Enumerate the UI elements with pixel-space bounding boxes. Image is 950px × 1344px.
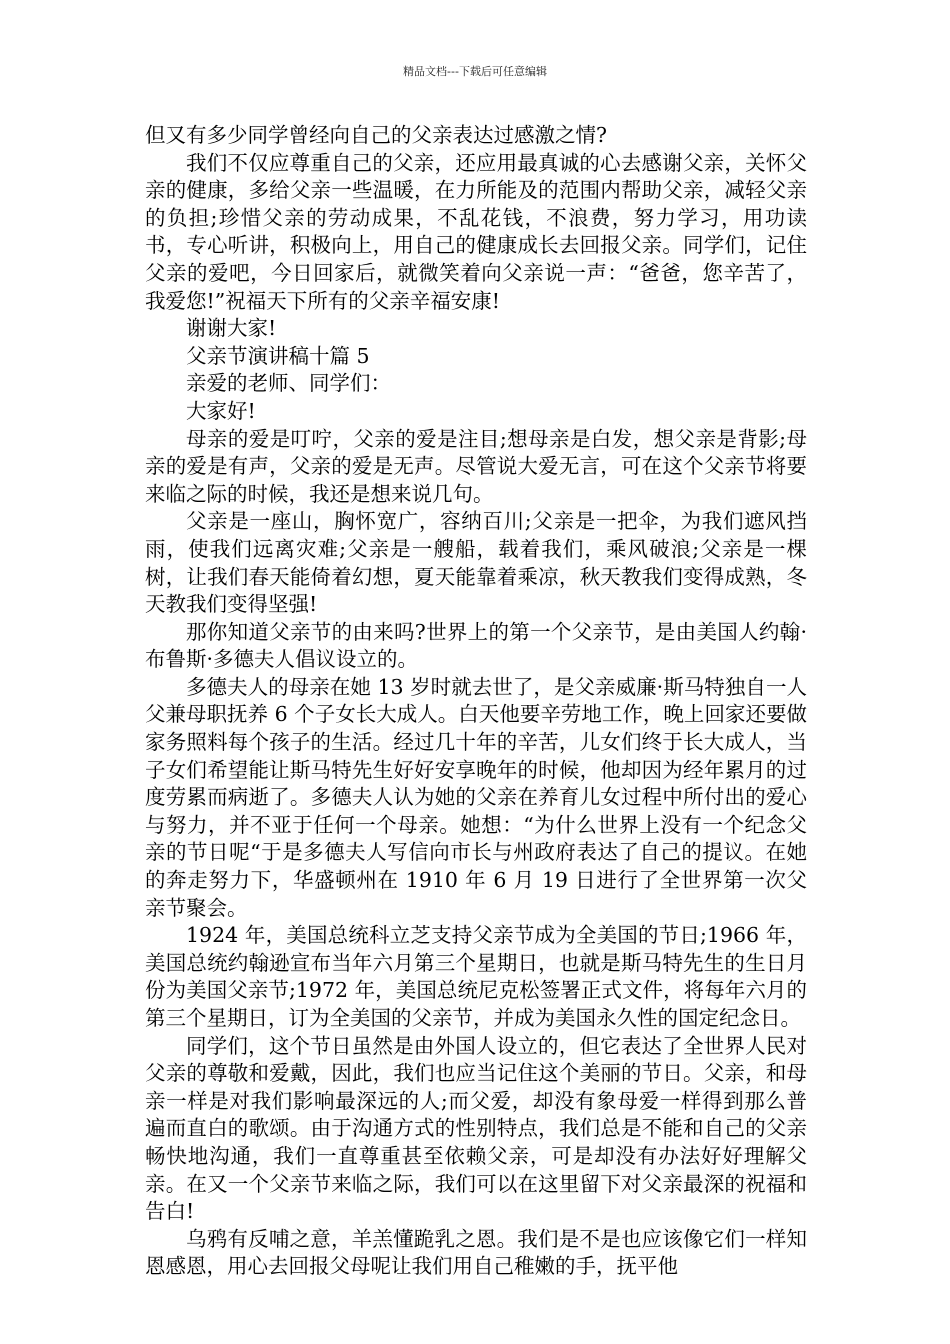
paragraph-11: 1924 年，美国总统科立芝支持父亲节成为全美国的节日;1966 年，美国总统约翰逊宣布当年六月第三个星期日，也就是斯马特先生的生日月份为美国父亲节;1972 年，美国总统尼克松签署正式文件，将每年六月的第三个星期日，订为全美国的父亲节，并成为美国永久性的国定纪念日。: [145, 923, 807, 1030]
salutation: 亲爱的老师、同学们：: [186, 371, 391, 396]
section-title: 父亲节演讲稿十篇 5: [186, 343, 370, 368]
page-header: 精品文档---下载后可任意编辑: [403, 65, 547, 78]
paragraph-9: 那你知道父亲节的由来吗?世界上的第一个父亲节，是由美国人约翰·布鲁斯·多德夫人倡议设立的。: [145, 619, 807, 672]
paragraph-12: 同学们，这个节日虽然是由外国人设立的，但它表达了全世界人民对父亲的尊敬和爱戴，因此，我们也应当记住这个美丽的节日。父亲，和母亲一样是对我们影响最深远的人;而父爱，却没有象母爱一样得到那么普遍而直白的歌颂。由于沟通方式的性别特点，我们总是不能和自己的父亲畅快地沟通，我们一直尊重甚至依赖父亲，可是却没有办法好好理解父亲。在又一个父亲节来临之际，我们可以在这里留下对父亲最深的祝福和告白!: [145, 1033, 807, 1224]
document-body: [145, 122, 807, 1281]
paragraph-2: 我们不仅应尊重自己的父亲，还应用最真诚的心去感谢父亲，关怀父亲的健康，多给父亲一些温暖，在力所能及的范围内帮助父亲，减轻父亲的负担;珍惜父亲的劳动成果，不乱花钱，不浪费，努力学习，用功读书，专心听讲，积极向上，用自己的健康成长去回报父亲。同学们，记住父亲的爱吧，今日回家后，就微笑着向父亲说一声：“爸爸，您辛苦了，我爱您!”祝福天下所有的父亲辛福安康!: [145, 150, 807, 313]
paragraph-3: 谢谢大家!: [186, 316, 277, 341]
paragraph-13: 乌鸦有反哺之意，羊羔懂跪乳之恩。我们是不是也应该像它们一样知恩感恩，用心去回报父母呢让我们用自己稚嫩的手，抚平他: [145, 1226, 807, 1279]
paragraph-8: 父亲是一座山，胸怀宽广，容纳百川;父亲是一把伞，为我们遮风挡雨，使我们远离灾难;父亲是一艘船，载着我们，乘风破浪;父亲是一棵树，让我们春天能倚着幻想，夏天能靠着乘凉，秋天教我们变得成熟，冬天教我们变得坚强!: [145, 509, 807, 617]
paragraph-1: 但又有多少同学曾经向自己的父亲表达过感激之情?: [145, 123, 607, 147]
paragraph-7: 母亲的爱是叮咛，父亲的爱是注目;想母亲是白发，想父亲是背影;母亲的爱是有声，父亲的爱是无声。尽管说大爱无言，可在这个父亲节将要来临之际的时候，我还是想来说几句。: [145, 426, 807, 506]
paragraph-10: 多德夫人的母亲在她 13 岁时就去世了，是父亲威廉·斯马特独自一人父兼母职抚养 6 个子女长大成人。白天他要辛劳地工作，晚上回家还要做家务照料每个孩子的生活。经过几十年的辛苦，儿女们终于长大成人，当子女们希望能让斯马特先生好好安享晚年的时候，他却因为经年累月的过度劳累而病逝了。多德夫人认为她的父亲在养育儿女过程中所付出的爱心与努力，并不亚于任何一个母亲。她想：“为什么世界上没有一个纪念父亲的节日呢“于是多德夫人写信向市长与州政府表达了自己的提议。在她的奔走努力下，华盛顿州在 1910 年 6 月 19 日进行了全世界第一次父亲节聚会。: [145, 674, 807, 920]
greeting: 大家好!: [186, 398, 256, 423]
